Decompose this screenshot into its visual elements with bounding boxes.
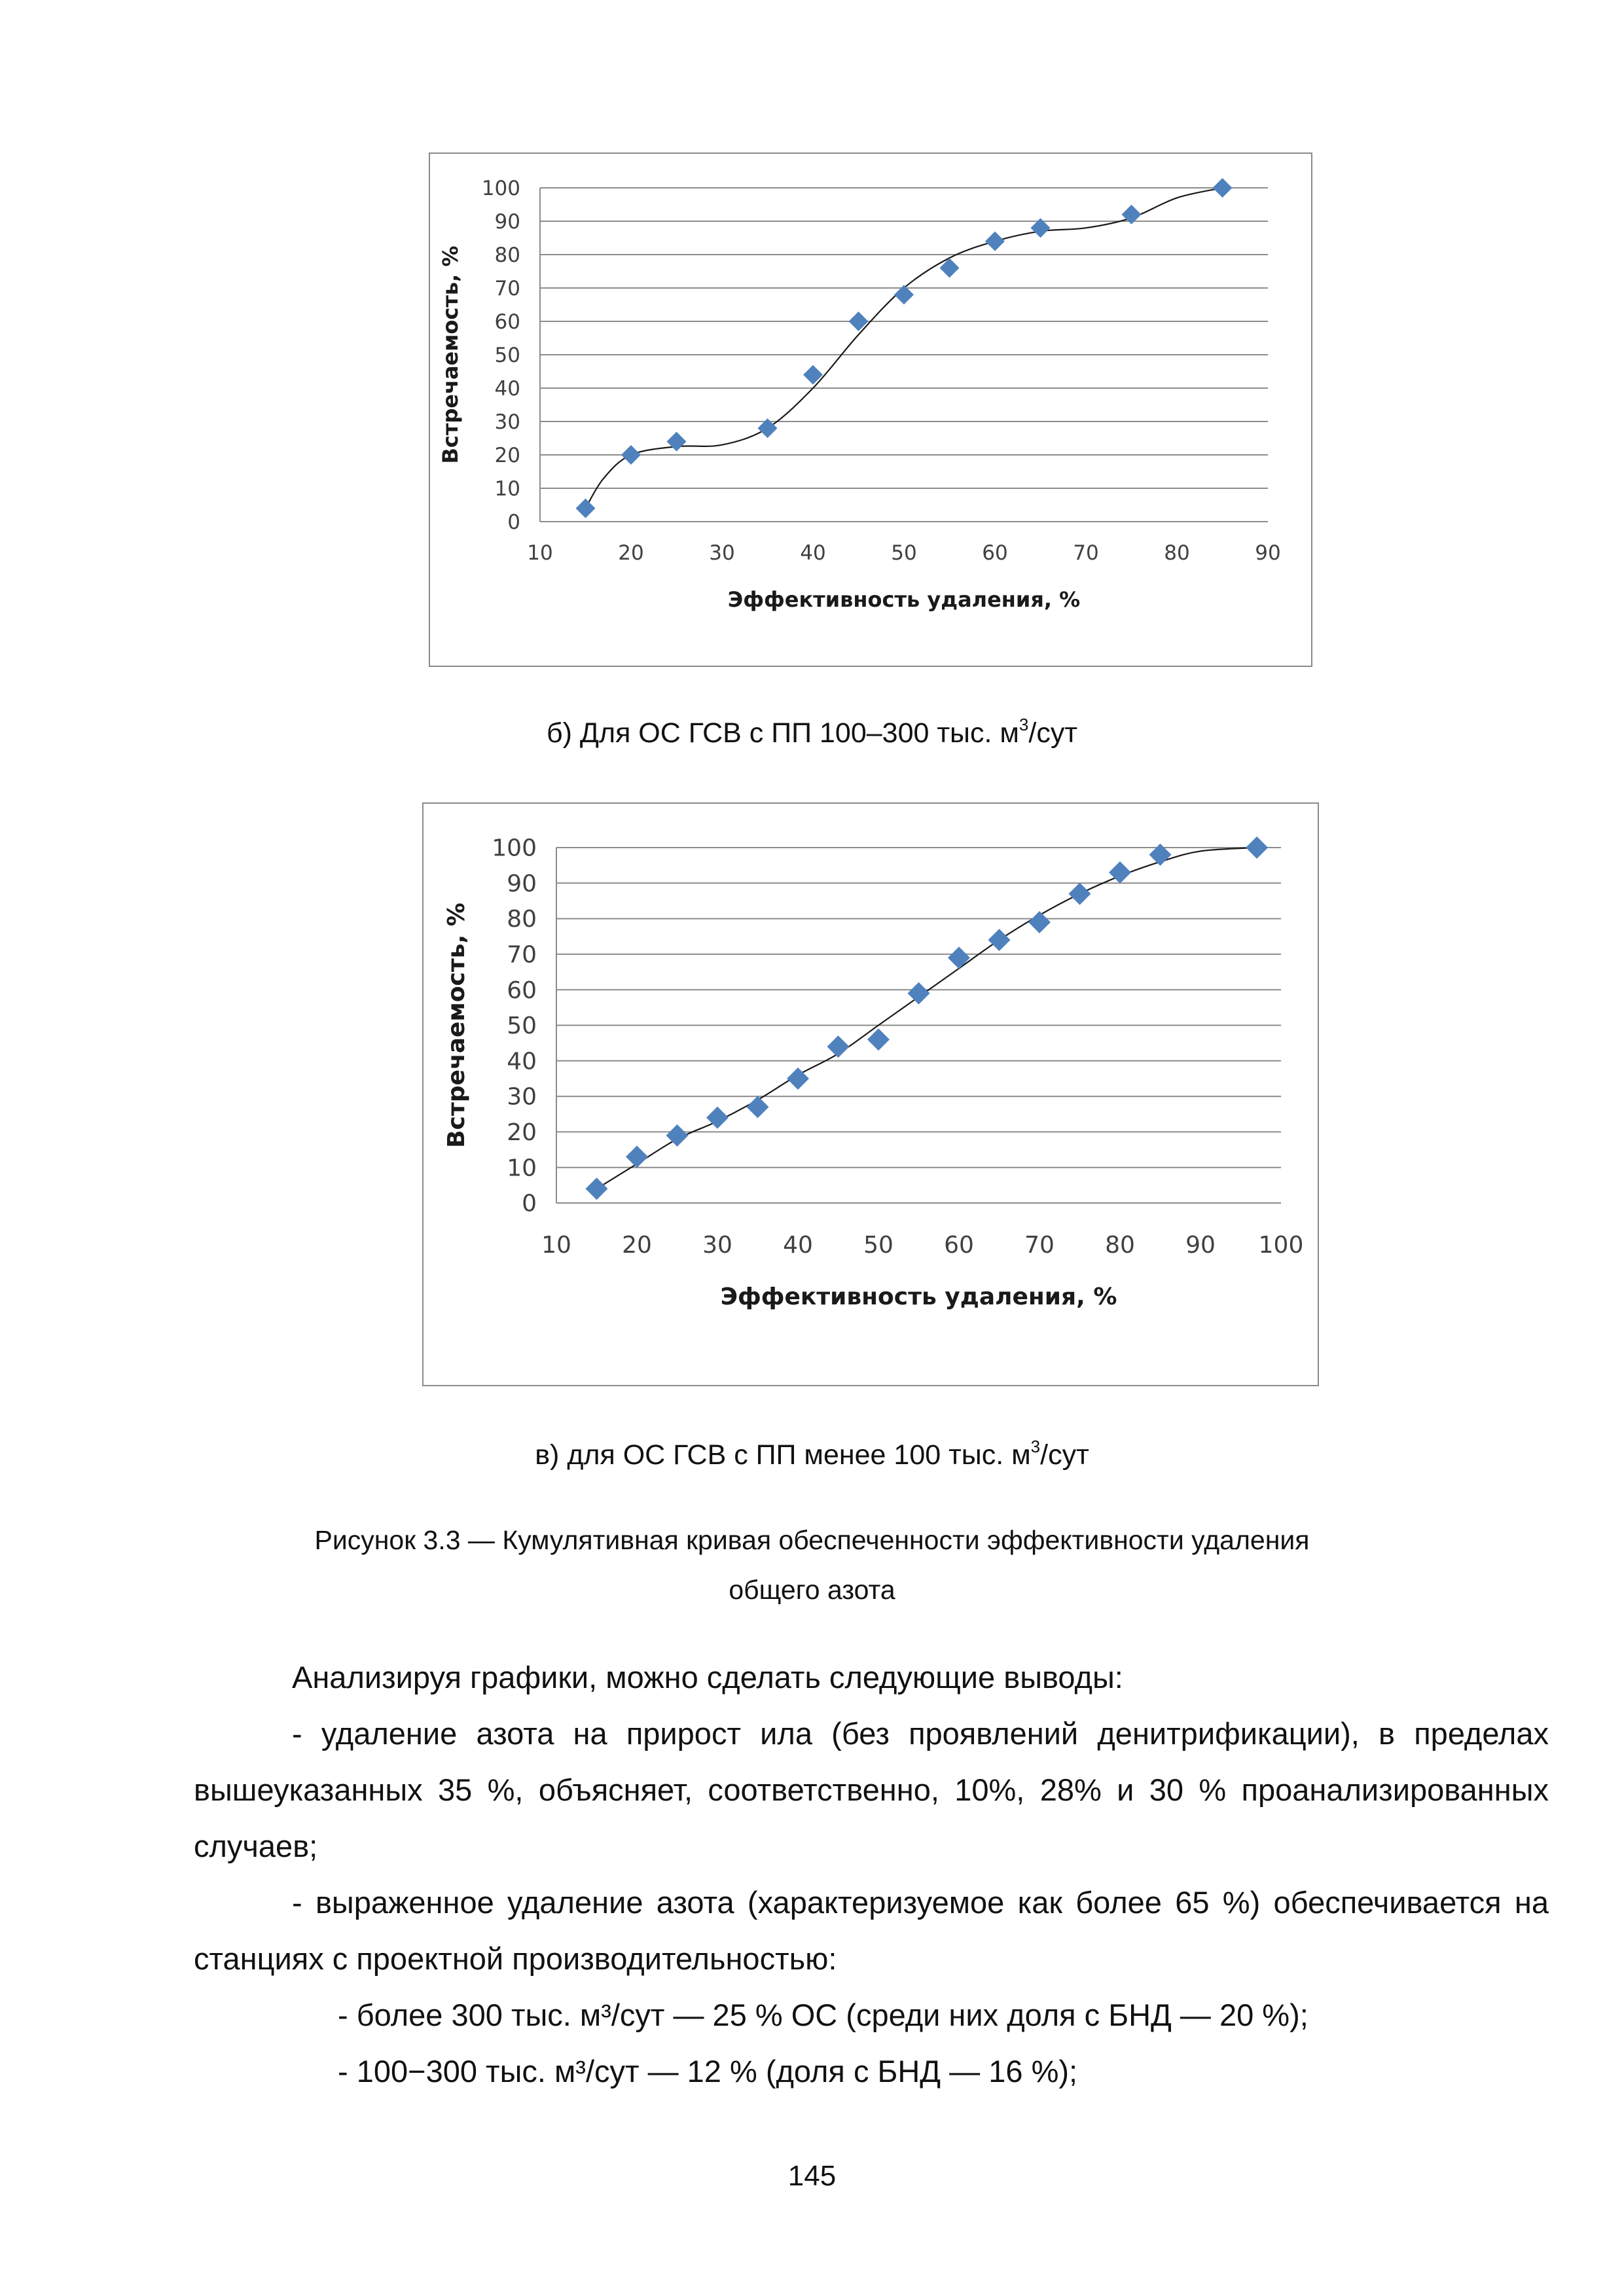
caption-b-text: б) Для ОС ГСВ с ПП 100–300 тыс. м xyxy=(546,717,1019,749)
chart-b-y-tick-label: 70 xyxy=(494,276,520,300)
chart-v-x-tick-label: 40 xyxy=(783,1232,813,1259)
chart-b-y-tick-label: 20 xyxy=(494,443,520,467)
chart-b-y-tick-label: 50 xyxy=(494,343,520,367)
chart-b-y-tick-label: 100 xyxy=(481,176,520,200)
list-item-300: - более 300 тыс. м³/сут — 25 % ОС (среди них доля с БНД — 20 %); xyxy=(338,1998,1308,2032)
chart-v-y-tick-label: 70 xyxy=(507,941,537,969)
chart-b-data-point xyxy=(849,312,869,331)
chart-v-data-point xyxy=(1149,844,1172,866)
chart-v-data-point xyxy=(1028,911,1051,933)
caption-b-sup: 3 xyxy=(1019,715,1029,734)
caption-b xyxy=(0,715,1624,751)
chart-v-y-tick-label: 30 xyxy=(507,1083,537,1111)
chart-b-y-tick-label: 0 xyxy=(507,510,520,534)
chart-b-y-tick-label: 40 xyxy=(494,376,520,401)
chart-v-x-tick-label: 80 xyxy=(1105,1232,1135,1259)
chart-v-data-point xyxy=(626,1145,648,1168)
chart-v-data-point xyxy=(908,982,930,1005)
chart-v-y-tick-label: 60 xyxy=(507,977,537,1004)
chart-v-x-tick-label: 30 xyxy=(702,1232,732,1259)
chart-b-trend-curve xyxy=(586,188,1223,509)
chart-b-y-tick-label: 80 xyxy=(494,243,520,267)
chart-v-data-point xyxy=(747,1096,769,1118)
chart-b-data-point xyxy=(985,232,1005,251)
chart-b-x-tick-label: 40 xyxy=(800,541,826,565)
chart-b-x-tick-label: 50 xyxy=(891,541,917,565)
chart-v-y-tick-label: 0 xyxy=(522,1190,537,1217)
chart-v-x-tick-label: 10 xyxy=(541,1232,571,1259)
chart-b-data-point xyxy=(576,499,596,518)
list-item-100-300: - 100−300 тыс. м³/сут — 12 % (доля с БНД — 16 %); xyxy=(338,2054,1078,2089)
chart-v-x-axis-title: Эффективность удаления, % xyxy=(720,1283,1117,1310)
caption-b-unit: /сут xyxy=(1028,717,1078,749)
chart-v-y-tick-label: 20 xyxy=(507,1119,537,1146)
chart-b-y-tick-label: 60 xyxy=(494,310,520,334)
chart-b-frame xyxy=(429,152,1312,667)
chart-b xyxy=(430,154,1314,668)
caption-v-text: в) для ОС ГСВ с ПП менее 100 тыс. м xyxy=(535,1439,1031,1471)
chart-v-y-axis-title: Встречаемость, % xyxy=(443,903,470,1148)
chart-b-y-axis-title: Встречаемость, % xyxy=(438,245,463,464)
chart-b-x-tick-label: 60 xyxy=(982,541,1008,565)
chart-v xyxy=(424,804,1320,1388)
chart-v-data-point xyxy=(988,929,1011,951)
chart-b-x-axis-title: Эффективность удаления, % xyxy=(727,587,1081,612)
figure-title-line2: общего азота xyxy=(729,1575,895,1605)
chart-v-y-tick-label: 40 xyxy=(507,1048,537,1075)
chart-v-data-point xyxy=(586,1177,608,1200)
chart-b-x-tick-label: 80 xyxy=(1164,541,1190,565)
chart-v-y-tick-label: 90 xyxy=(507,870,537,897)
chart-v-data-point xyxy=(1109,861,1131,884)
chart-v-x-tick-label: 70 xyxy=(1024,1232,1055,1259)
chart-v-y-tick-label: 80 xyxy=(507,906,537,933)
chart-v-y-tick-label: 10 xyxy=(507,1155,537,1182)
chart-v-x-tick-label: 60 xyxy=(944,1232,974,1259)
chart-v-x-tick-label: 90 xyxy=(1185,1232,1216,1259)
chart-b-y-tick-label: 10 xyxy=(494,476,520,501)
chart-v-y-tick-label: 100 xyxy=(492,834,537,862)
chart-v-y-tick-label: 50 xyxy=(507,1013,537,1040)
chart-b-x-tick-label: 20 xyxy=(618,541,644,565)
chart-b-x-tick-label: 30 xyxy=(709,541,735,565)
chart-v-data-point xyxy=(948,946,970,969)
figure-title-line1: Рисунок 3.3 — Кумулятивная кривая обеспеченности эффективности удаления xyxy=(314,1525,1310,1555)
chart-b-data-point xyxy=(1213,178,1233,198)
chart-v-frame xyxy=(422,802,1319,1386)
chart-b-y-tick-label: 90 xyxy=(494,209,520,234)
chart-v-data-point xyxy=(1069,883,1091,905)
chart-b-x-tick-label: 10 xyxy=(527,541,553,565)
chart-v-data-point xyxy=(827,1035,850,1058)
caption-v-sup: 3 xyxy=(1030,1437,1041,1456)
chart-b-x-tick-label: 90 xyxy=(1255,541,1281,565)
chart-v-x-tick-label: 50 xyxy=(863,1232,893,1259)
page-number: 145 xyxy=(787,2160,837,2192)
chart-v-x-tick-label: 100 xyxy=(1258,1232,1304,1259)
paragraph-nitrogen-growth: - удаление азота на прирост ила (без проявлений денитрификации), в пределах вышеуказанных 35 %, объясняет, соответственно, 10%, 28% и 30 % проанализированных случаев; xyxy=(194,1716,1549,1863)
chart-b-y-tick-label: 30 xyxy=(494,410,520,434)
chart-v-data-point xyxy=(1246,836,1268,859)
caption-v-unit: /сут xyxy=(1040,1439,1089,1471)
chart-b-x-tick-label: 70 xyxy=(1073,541,1099,565)
paragraph-nitrogen-removal: - выраженное удаление азота (характеризуемое как более 65 %) обеспечивается на станциях с проектной производительностью: xyxy=(194,1885,1549,1976)
chart-b-data-point xyxy=(621,445,641,465)
chart-v-trend-curve xyxy=(597,848,1257,1189)
paragraph-intro: Анализируя графики, можно сделать следующие выводы: xyxy=(292,1660,1123,1695)
caption-v xyxy=(0,1437,1624,1473)
chart-v-x-tick-label: 20 xyxy=(622,1232,652,1259)
chart-b-data-point xyxy=(667,432,687,452)
